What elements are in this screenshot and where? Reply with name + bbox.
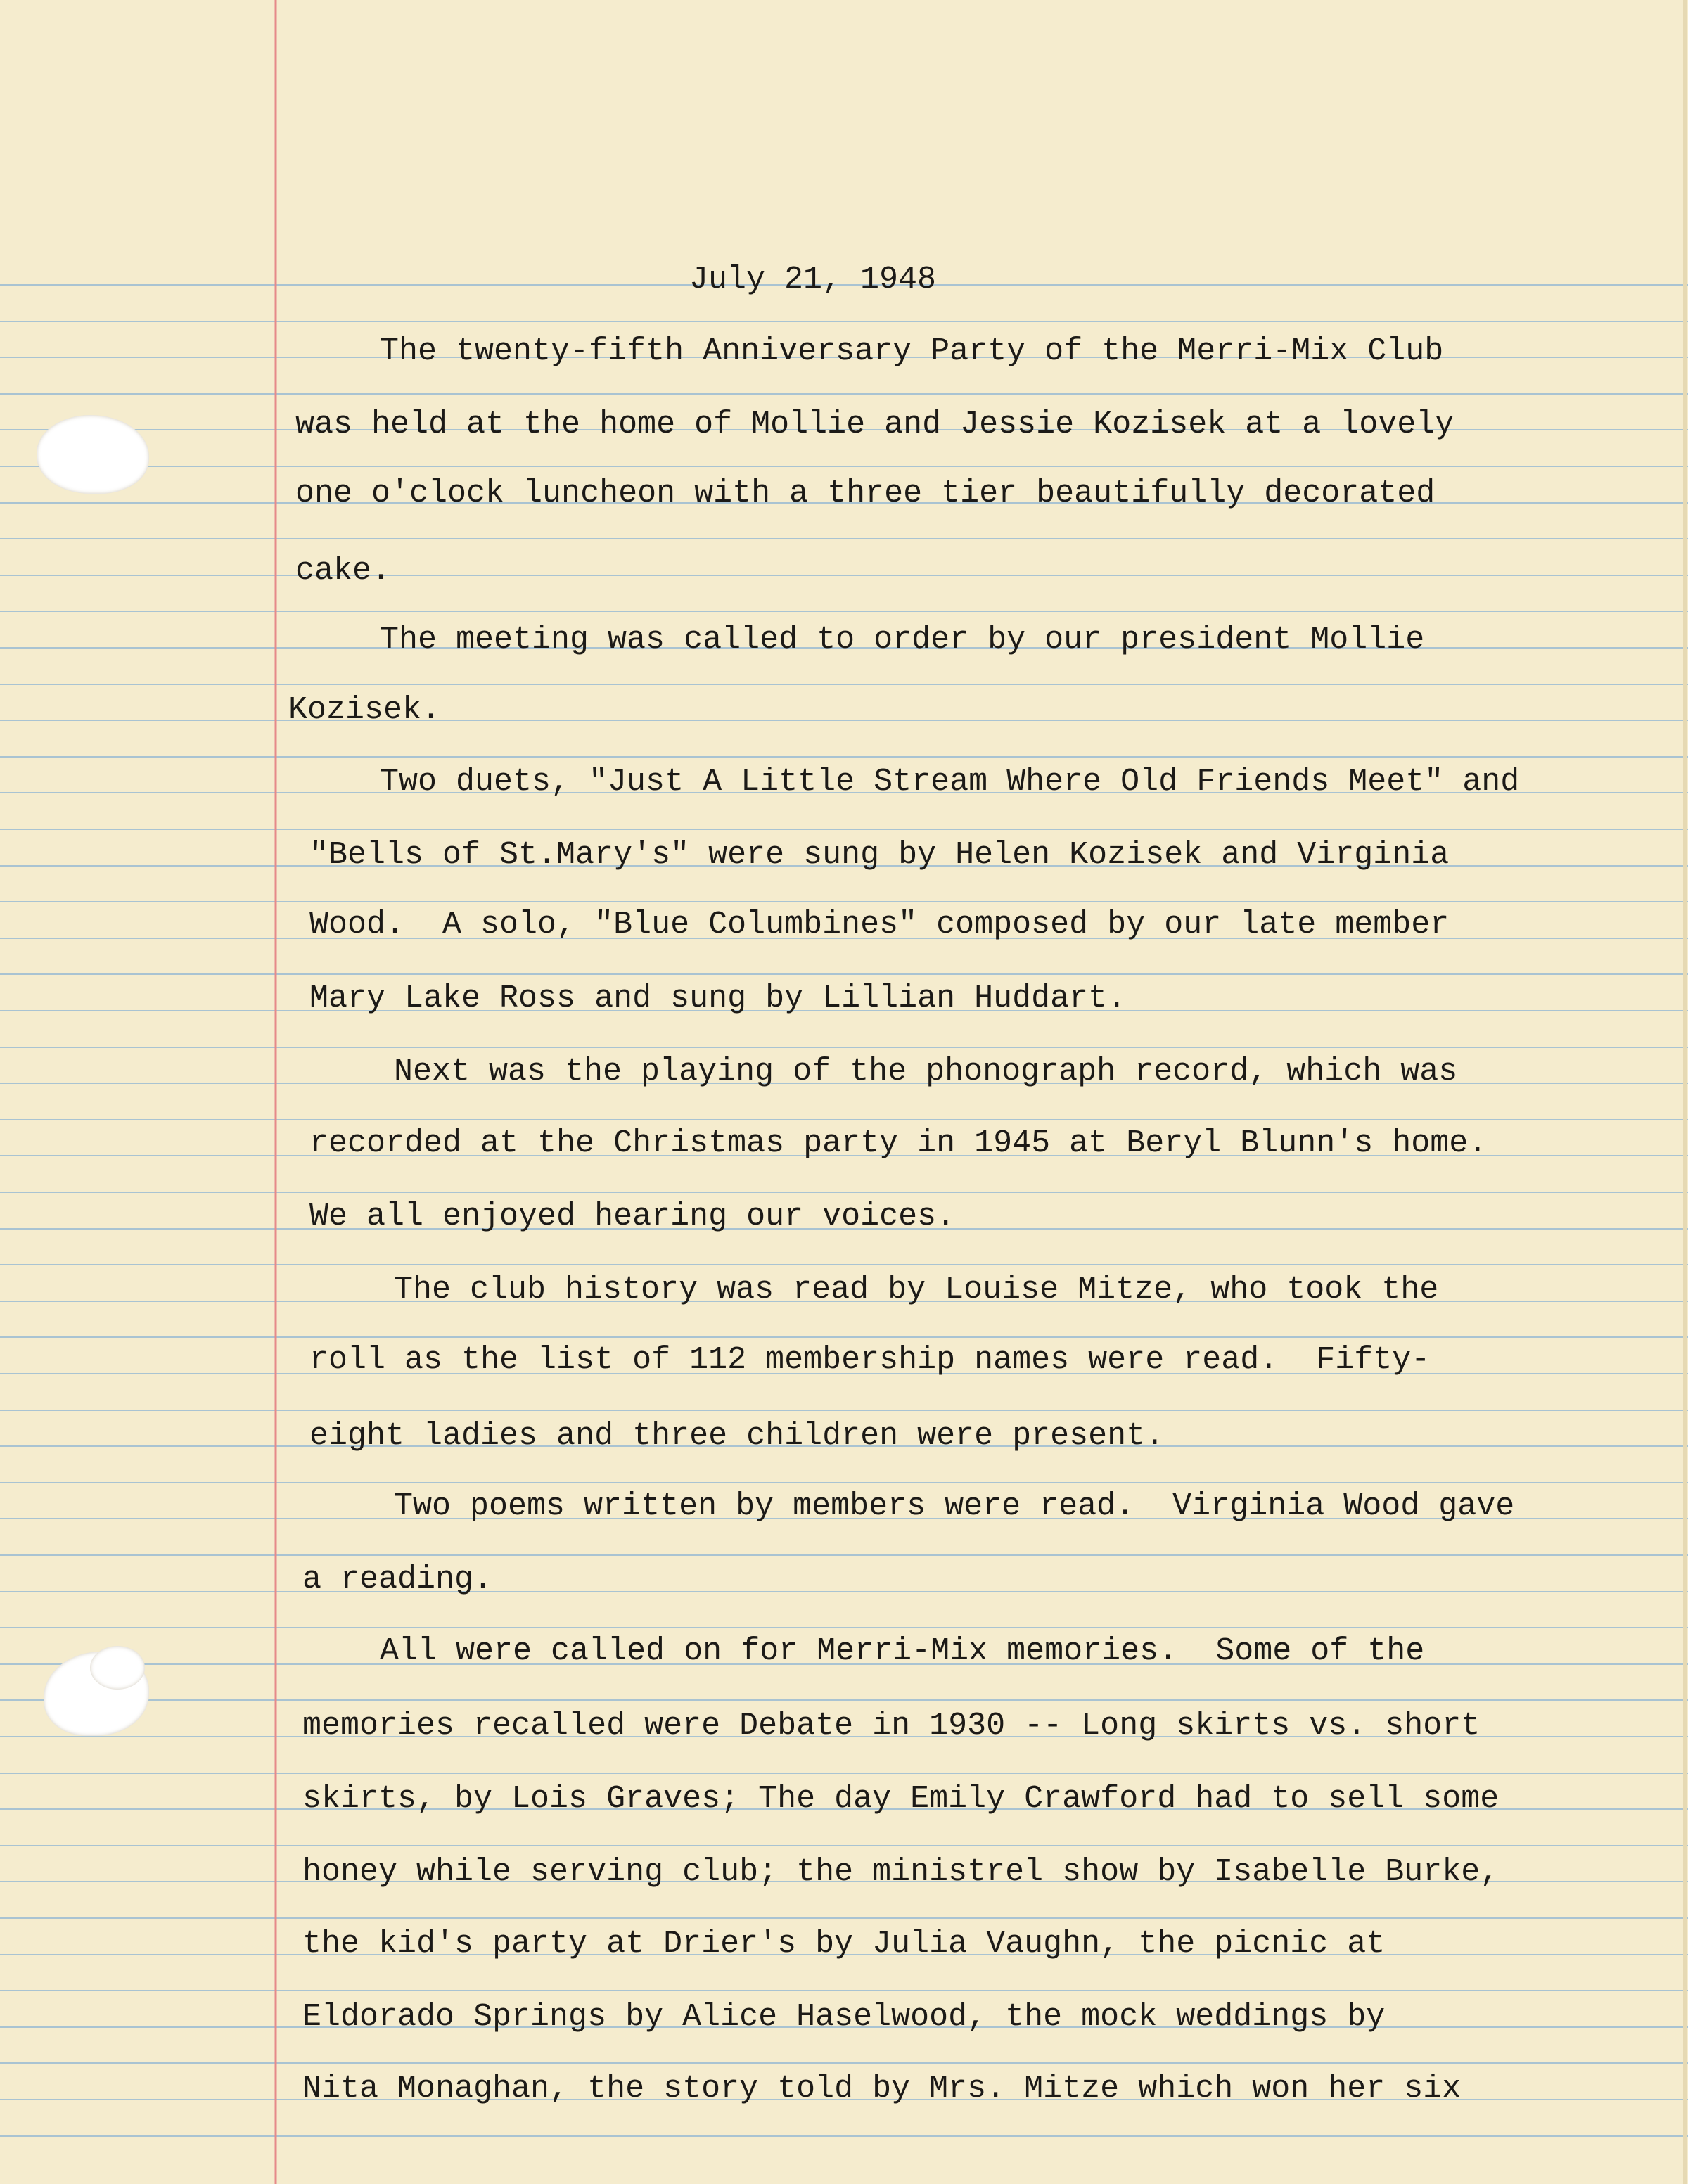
text-line: one o'clock luncheon with a three tier beautifully decorated — [295, 475, 1436, 511]
text-line: recorded at the Christmas party in 1945 at Beryl Blunn's home. — [309, 1125, 1488, 1161]
document-date: July 21, 1948 — [689, 262, 937, 298]
text-line: eight ladies and three children were present. — [309, 1418, 1165, 1454]
text-line: cake. — [295, 553, 391, 589]
text-line: We all enjoyed hearing our voices. — [309, 1199, 956, 1234]
punch-hole-top — [37, 415, 149, 494]
text-line: Nita Monaghan, the story told by Mrs. Mitze which won her six — [302, 2071, 1462, 2107]
text-line: Two poems written by members were read. Virginia Wood gave — [394, 1488, 1515, 1524]
text-line: Next was the playing of the phonograph record, which was — [394, 1054, 1458, 1090]
text-line: The meeting was called to order by our president Mollie — [380, 622, 1425, 658]
text-line: the kid's party at Drier's by Julia Vaughn, the picnic at — [302, 1926, 1386, 1962]
text-line: The twenty-fifth Anniversary Party of the Merri-Mix Club — [380, 333, 1444, 369]
text-line: was held at the home of Mollie and Jessie Kozisek at a lovely — [295, 407, 1454, 442]
text-line: skirts, by Lois Graves; The day Emily Crawford had to sell some — [302, 1781, 1500, 1817]
text-line: "Bells of St.Mary's" were sung by Helen Kozisek and Virginia — [309, 837, 1450, 873]
text-line: Kozisek. — [288, 692, 441, 728]
text-line: All were called on for Merri-Mix memories. Some of the — [380, 1633, 1425, 1669]
text-line: Mary Lake Ross and sung by Lillian Huddart. — [309, 981, 1127, 1016]
punch-hole-bottom-tear — [90, 1646, 145, 1690]
text-line: roll as the list of 112 membership names were read. Fifty- — [309, 1342, 1431, 1378]
text-line: Two duets, "Just A Little Stream Where Old Friends Meet" and — [380, 764, 1520, 800]
text-line: honey while serving club; the ministrel show by Isabelle Burke, — [302, 1854, 1500, 1890]
text-line: a reading. — [302, 1562, 493, 1597]
text-line: Wood. A solo, "Blue Columbines" composed by our late member — [309, 907, 1450, 943]
text-line: memories recalled were Debate in 1930 -- Long skirts vs. short — [302, 1708, 1481, 1744]
text-line: Eldorado Springs by Alice Haselwood, the mock weddings by — [302, 1999, 1386, 2035]
text-line: The club history was read by Louise Mitze, who took the — [394, 1272, 1439, 1308]
